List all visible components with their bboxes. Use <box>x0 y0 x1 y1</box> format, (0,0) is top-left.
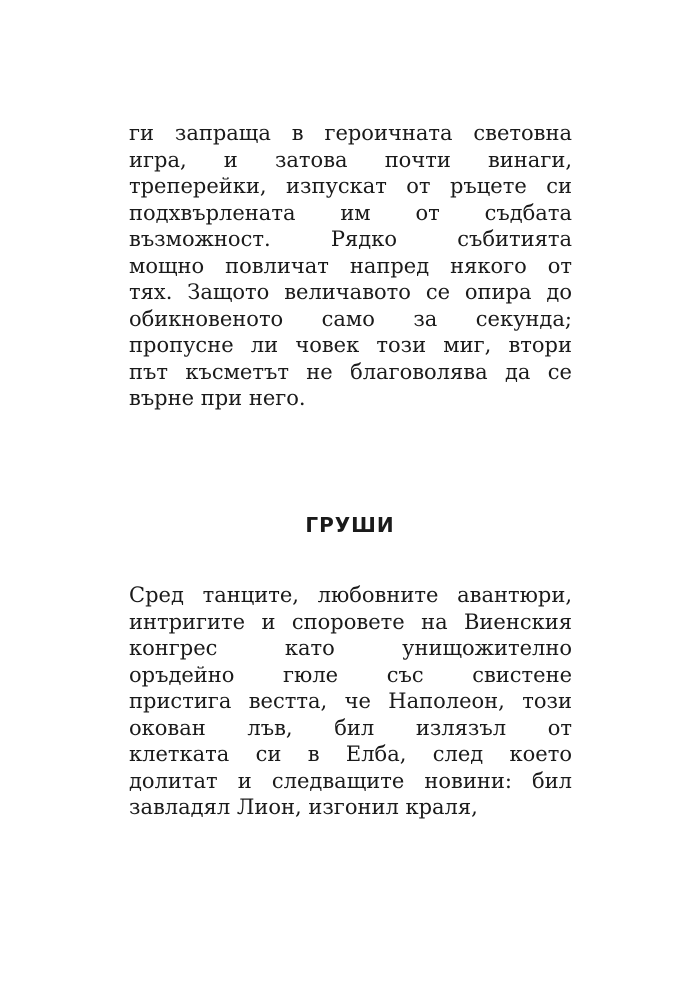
text-line: Сред танците, любовните авантюри, <box>129 583 572 607</box>
text-line: тях. Защото величавото се опира до <box>129 280 572 304</box>
text-line: път късметът не благоволява да се <box>129 359 572 384</box>
text-line: пропусне ли човек този миг, втори <box>129 333 572 357</box>
text-line: клетката си в Елба, след което <box>129 742 572 766</box>
text-line: ги запраща в героичната световна <box>129 121 572 145</box>
text-line: подхвърлената им от съдбата <box>129 200 572 225</box>
text-line: треперейки, изпускат от ръцете си <box>129 174 572 198</box>
text-line: долитат и следващите новини: бил <box>129 768 572 793</box>
text-line: игра, и затова почти винаги, <box>129 147 572 172</box>
text-line: завладял Лион, изгонил краля, <box>129 795 478 819</box>
text-line: оръдейно гюле със свистене <box>129 662 572 687</box>
paragraph-2 <box>129 582 572 821</box>
text-line: конгрес като унищожително <box>129 636 572 660</box>
text-line: окован лъв, бил излязъл от <box>129 715 572 740</box>
text-line: върне при него. <box>129 386 306 410</box>
chapter-heading: ГРУШИ <box>305 513 395 537</box>
text-line: възможност. Рядко събитията <box>129 227 572 251</box>
paragraph-1 <box>129 120 572 412</box>
text-line: интригите и споровете на Виенския <box>129 609 572 634</box>
text-line: мощно повличат напред някого от <box>129 253 572 278</box>
text-line: пристига вестта, че Наполеон, този <box>129 689 572 713</box>
text-line: обикновеното само за секунда; <box>129 306 572 331</box>
